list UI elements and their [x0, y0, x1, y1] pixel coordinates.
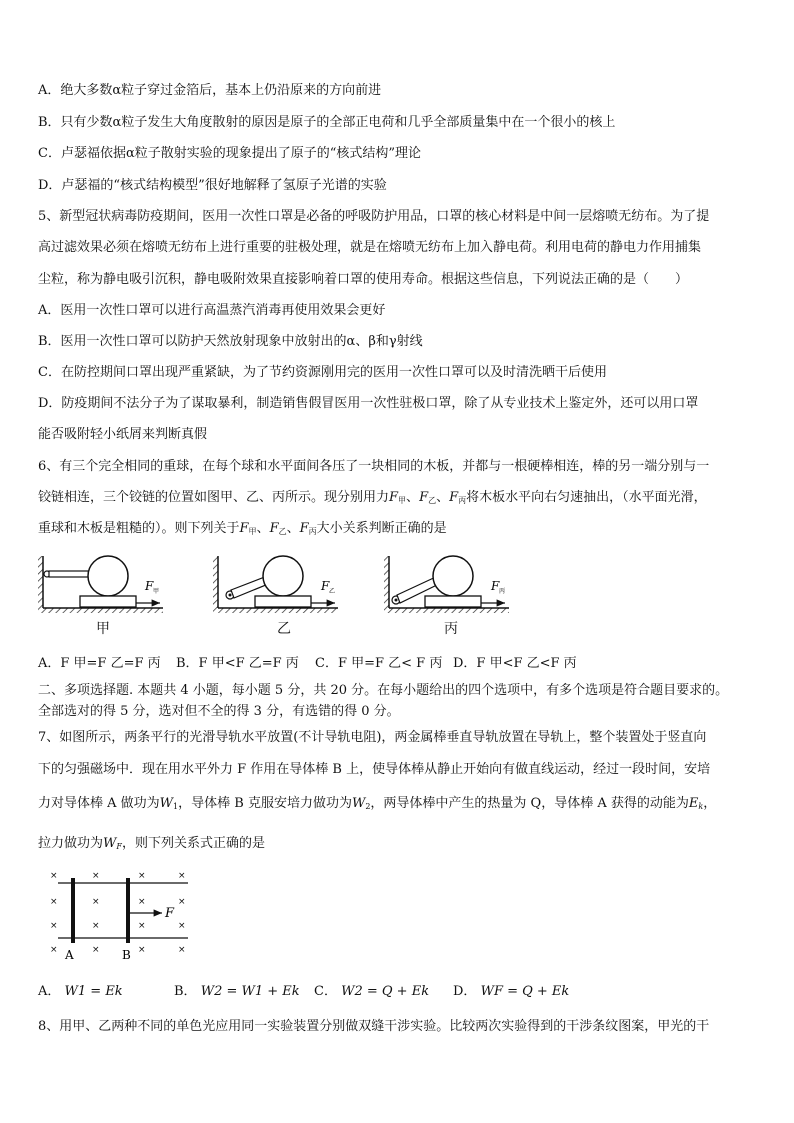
section2-heading-line2: 全部选对的得 5 分，选对但不全的得 3 分，有选错的得 0 分。	[38, 704, 400, 719]
svg-text:×: ×	[138, 921, 146, 931]
q7-option-d: D． WF = Q + Ek	[453, 984, 570, 999]
svg-text:F: F	[321, 579, 330, 593]
q7-figure	[40, 866, 200, 966]
q7-option-a: A． W1 = Ek	[38, 984, 123, 999]
q6-stem-line2: 铰链相连，三个铰链的位置如图甲、乙、丙所示。现分别用力$F_甲$、$F_乙$、$F_丙$将木板水平向右匀速抽出，（水平面光滑，	[38, 490, 707, 505]
q4-option-a: A．绝大多数α粒子穿过金箔后，基本上仍沿原来的方向前进	[38, 83, 382, 98]
q7-stem-line4: 拉力做功为$W_F$，则下列关系式正确的是	[38, 836, 265, 851]
q5-stem-line1: 5、新型冠状病毒防疫期间，医用一次性口罩是必备的呼吸防护用品，口罩的核心材料是中间一层熔喷无纺布。为了提	[38, 209, 710, 224]
q5-stem-line2: 高过滤效果必须在熔喷无纺布上进行重要的驻极处理，就是在熔喷无纺布上加入静电荷。利用电荷的静电力作用捕集	[38, 240, 702, 255]
q8-stem-line1: 8、用甲、乙两种不同的单色光应用同一实验装置分别做双缝干涉实验。比较两次实验得到的干涉条纹图案，甲光的干	[38, 1019, 710, 1034]
q5-stem-line3: 尘粒，称为静电吸引沉积，静电吸附效果直接影响着口罩的使用寿命。根据这些信息，下列说法正确的是（ ）	[38, 272, 689, 287]
figure-jia	[38, 556, 163, 613]
figure-label-yi: 乙	[277, 621, 291, 637]
q6-stem-line1: 6、有三个完全相同的重球，在每个球和水平面间各压了一块相同的木板，并都与一根硬棒相连，棒的另一端分别与一	[38, 459, 710, 474]
svg-text:×: ×	[50, 921, 58, 931]
svg-text:×: ×	[92, 897, 100, 907]
svg-text:F: F	[145, 579, 154, 593]
q4-option-c: C．卢瑟福依据α粒子散射实验的现象提出了原子的“核式结构”理论	[38, 146, 422, 161]
q5-option-d-line2: 能否吸附轻小纸屑来判断真假	[38, 427, 208, 442]
svg-text:甲: 甲	[153, 588, 160, 595]
svg-text:×: ×	[138, 871, 146, 881]
svg-text:×: ×	[138, 897, 146, 907]
q7-stem-line2: 下的匀强磁场中．现在用水平外力 F 作用在导体棒 B 上，使导体棒从静止开始向有做直线运动，经过一段时间，安培	[38, 762, 711, 777]
svg-text:×: ×	[92, 871, 100, 881]
q6-figures	[0, 548, 794, 648]
svg-text:×: ×	[178, 897, 186, 907]
q7-option-b: B． W2 = W1 + Ek	[174, 984, 300, 999]
q5-option-c: C．在防控期间口罩出现严重紧缺，为了节约资源刚用完的医用一次性口罩可以及时清洗晒干后使用	[38, 365, 607, 380]
q5-option-b: B．医用一次性口罩可以防护天然放射现象中放射出的α、β和γ射线	[38, 334, 423, 349]
q6-option-d: D．F 甲<F 乙<F 丙	[453, 656, 577, 671]
q6-option-a: A．F 甲=F 乙=F 丙	[38, 656, 161, 671]
q5-option-a: A．医用一次性口罩可以进行高温蒸汽消毒再使用效果会更好	[38, 303, 386, 318]
svg-text:×: ×	[178, 871, 186, 881]
svg-text:×: ×	[92, 921, 100, 931]
q4-option-b: B．只有少数α粒子发生大角度散射的原因是原子的全部正电荷和几乎全部质量集中在一个很小的核上	[38, 115, 616, 130]
svg-text:×: ×	[92, 945, 100, 955]
q7-option-c: C． W2 = Q + Ek	[314, 984, 430, 999]
q6-stem-line3: 重球和木板是粗糙的）。则下列关于$F_甲$、$F_乙$、$F_丙$大小关系判断正确的是	[38, 521, 447, 536]
svg-text:×: ×	[50, 871, 58, 881]
svg-text:×: ×	[178, 921, 186, 931]
rod-b-label: B	[122, 948, 131, 962]
q7-stem-line3: 力对导体棒 A 做功为$W_1$，导体棒 B 克服安培力做功为$W_2$，两导体棒中产生的热量为 Q，导体棒 A 获得的动能为$E_k$，	[38, 796, 717, 811]
section2-heading-line1: 二、多项选择题. 本题共 4 小题，每小题 5 分，共 20 分。在每小题给出的四个选项中，有多个选项是符合题目要求的。	[38, 683, 729, 698]
q5-option-d-line1: D．防疫期间不法分子为了谋取暴利，制造销售假冒医用一次性驻极口罩，除了从专业技术上鉴定外，还可以用口罩	[38, 396, 699, 411]
q7-stem-line1: 7、如图所示，两条平行的光滑导轨水平放置(不计导轨电阻)，两金属棒垂直导轨放置在导轨上，整个装置处于竖直向	[38, 730, 707, 745]
svg-text:F: F	[491, 579, 500, 593]
rod-a-label: A	[65, 948, 74, 962]
svg-text:×: ×	[138, 945, 146, 955]
svg-text:乙: 乙	[329, 588, 336, 595]
svg-text:×: ×	[50, 945, 58, 955]
svg-text:丙: 丙	[499, 588, 506, 595]
svg-text:×: ×	[178, 945, 186, 955]
svg-text:×: ×	[50, 897, 58, 907]
figure-bing	[384, 556, 509, 613]
q4-option-d: D．卢瑟福的“核式结构模型”很好地解释了氢原子光谱的实验	[38, 178, 387, 193]
figure-label-bing: 丙	[444, 621, 458, 637]
q6-option-c: C．F 甲=F 乙< F 丙	[315, 656, 443, 671]
q6-option-b: B．F 甲<F 乙=F 丙	[176, 656, 299, 671]
figure-label-jia: 甲	[96, 621, 110, 637]
force-label: F	[165, 906, 175, 921]
figure-yi	[213, 556, 338, 613]
